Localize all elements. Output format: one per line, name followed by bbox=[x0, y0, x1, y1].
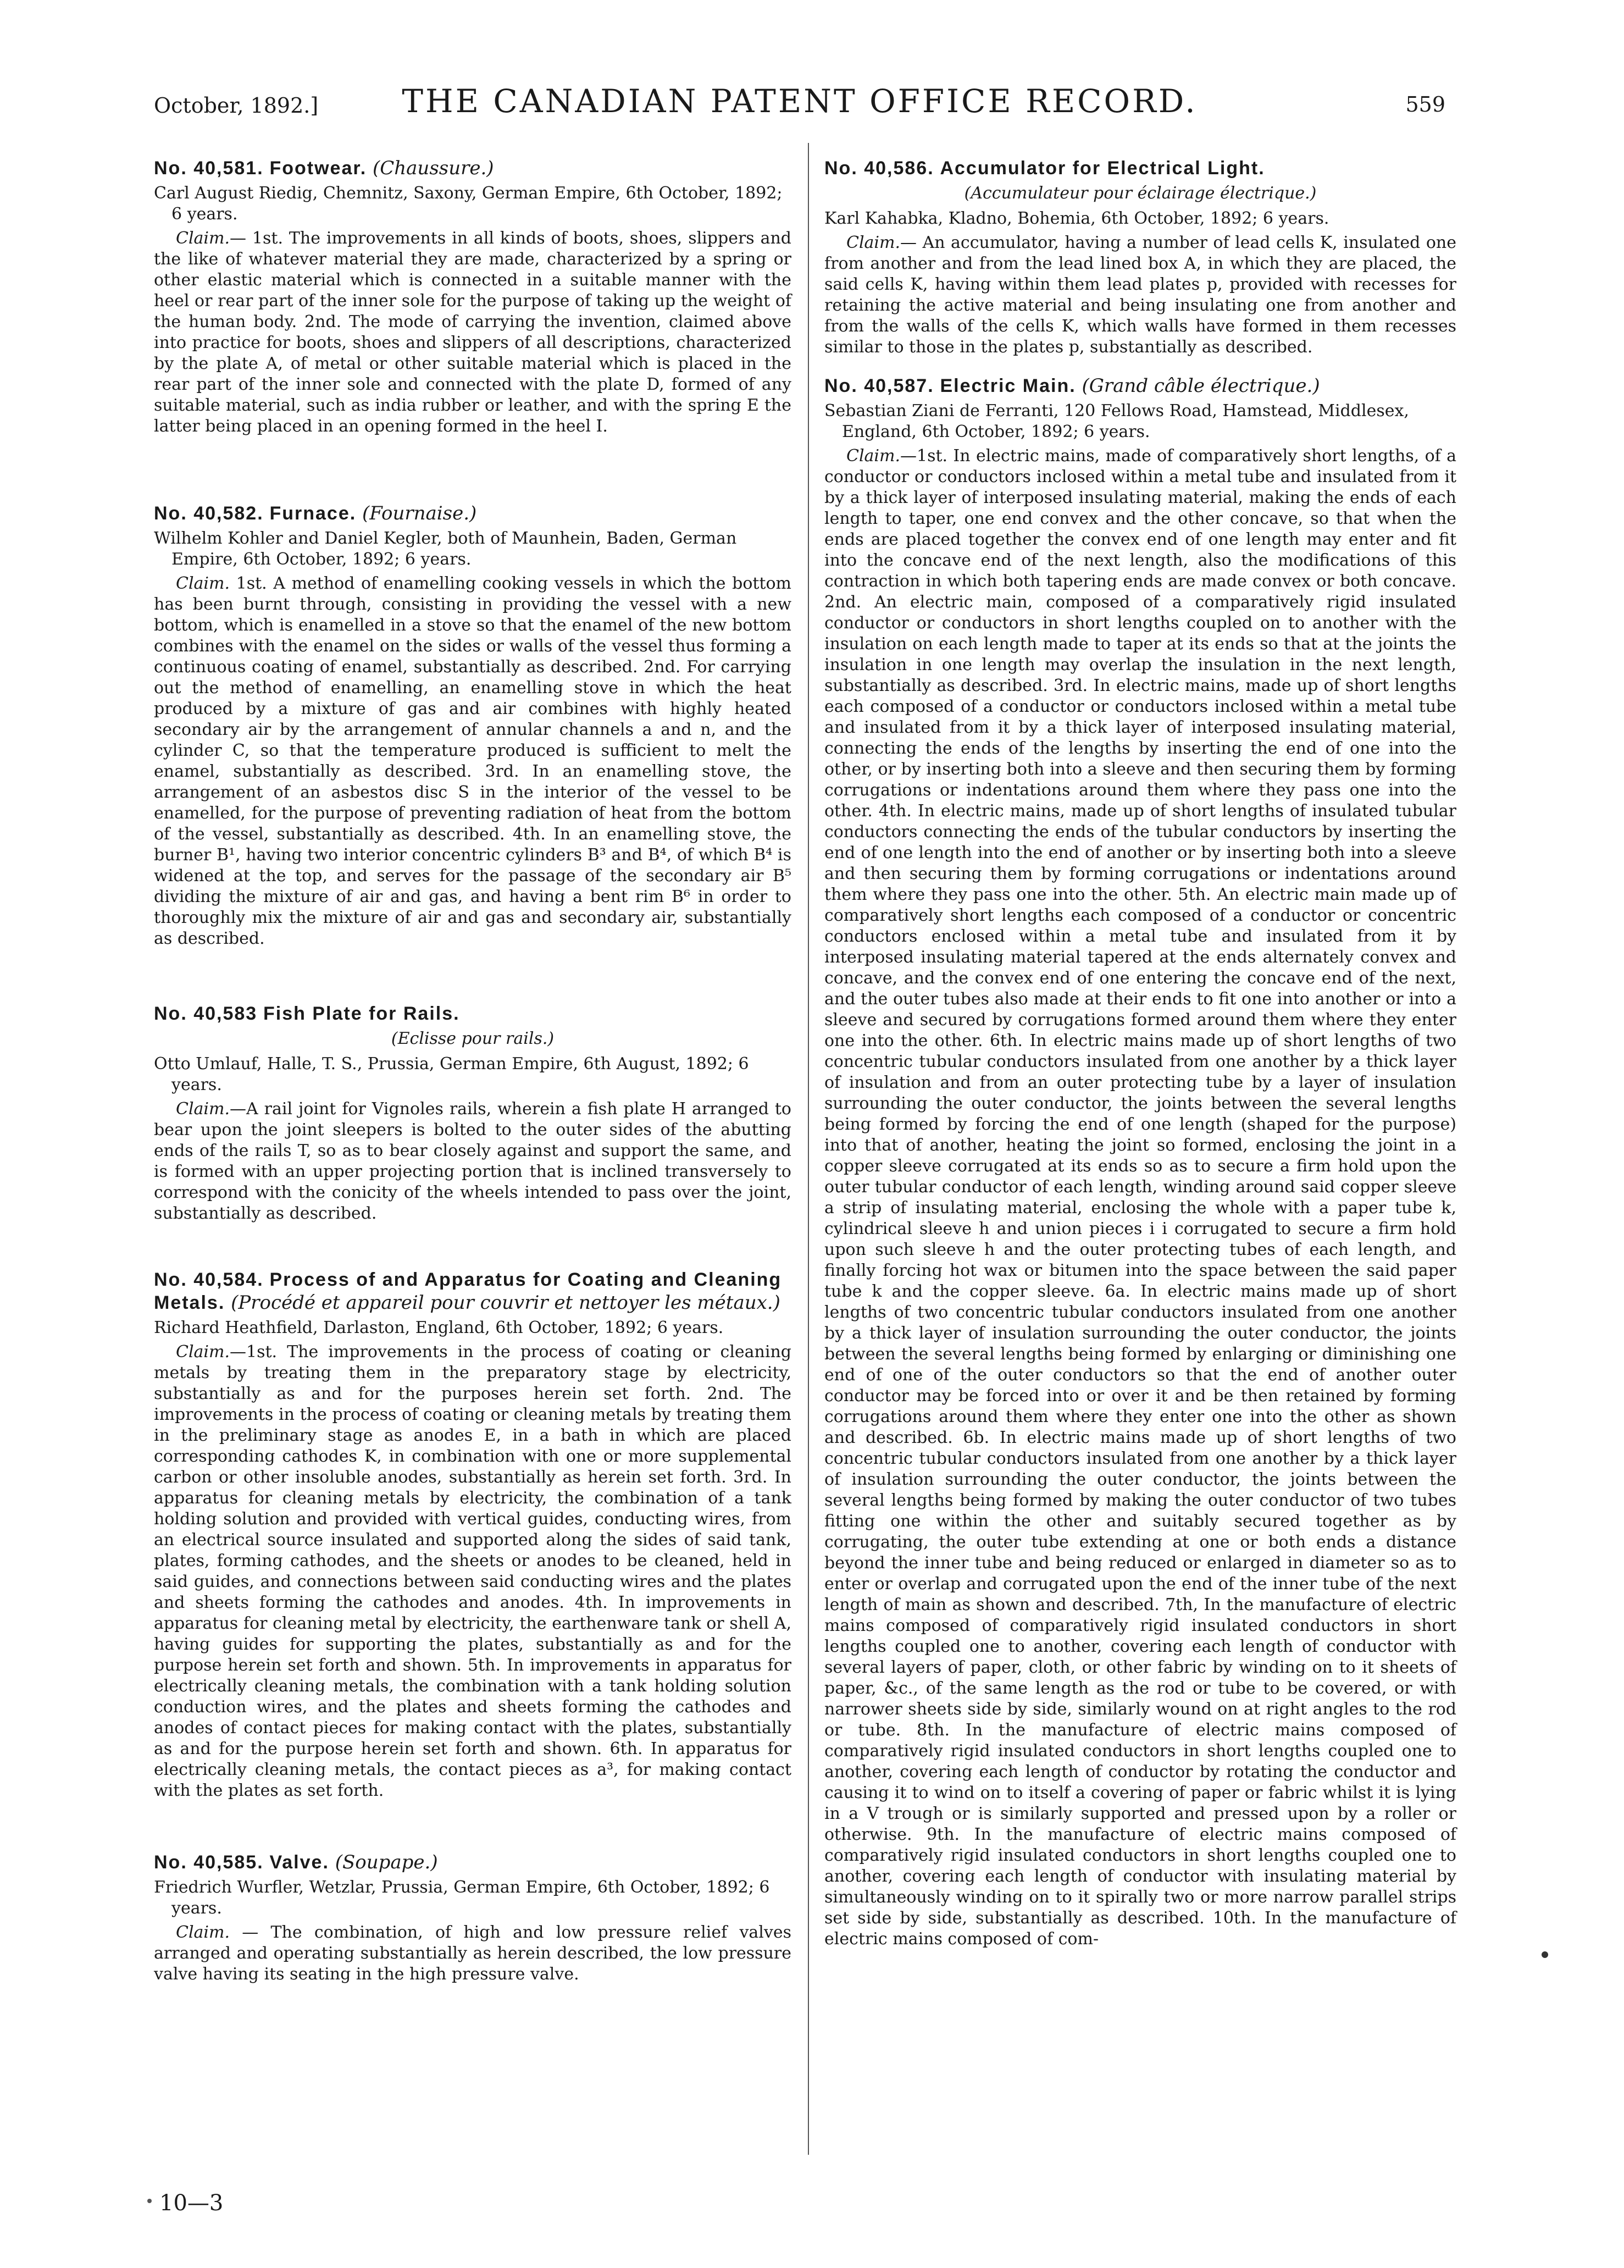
signature-mark: 10—3 bbox=[159, 2190, 224, 2216]
entry-claim: Claim.—1st. The improvements in the process of coating or cleaning metals by treating them in the preparatory stage by electricity, substantially as and for the purposes herein set forth. 2nd. The improvements in the process of coating or cleaning metals by treating them in the preliminary stage as anodes E, in a bath in which are placed corresponding cathodes K, in combination with one or more supplemental carbon or other insoluble anodes, substantially as herein set forth. 3rd. In apparatus for cleaning metals by electricity, the combination of a tank holding solution and provided with vertical guides, conducting wires, from an electrical source insulated and supported along the sides of said tank, plates, forming cathodes, and the sheets or anodes to be cleaned, held in said guides, and connections between said conducting wires and the plates and sheets forming the cathodes and anodes. 4th. In improvements in apparatus for cleaning metal by electricity, the earthenware tank or shell A, having guides for supporting the plates, substantially as and for the purpose herein set forth and shown. 5th. In improvements in apparatus for electrically cleaning metals, the combination with a tank holding solution conduction wires, and the plates and sheets forming the cathodes and anodes of contact pieces for making contact with the plates, substantially as and for the purpose herein set forth and shown. 6th. In apparatus for electrically cleaning metals, the contact pieces as a³, for making contact with the plates as set forth. bbox=[154, 1342, 791, 1800]
page-header bbox=[154, 82, 1445, 121]
entry-title: No. 40,581. Footwear. (Chaussure.) bbox=[154, 157, 494, 179]
entry-title: No. 40,585. Valve. (Soupape.) bbox=[154, 1851, 438, 1873]
page-number: 559 bbox=[1405, 92, 1445, 117]
column-divider bbox=[808, 143, 809, 2155]
entry-inventor: Sebastian Ziani de Ferranti, 120 Fellows Road, Hamstead, Middlesex, England, 6th October, 1892; 6 years. bbox=[824, 401, 1409, 441]
patent-entry-40583 bbox=[154, 1002, 791, 1224]
ink-dot bbox=[1542, 1951, 1548, 1958]
entry-inventor: Karl Kahabka, Kladno, Bohemia, 6th October, 1892; 6 years. bbox=[824, 209, 1329, 228]
entry-inventor: Otto Umlauf, Halle, T. S., Prussia, German Empire, 6th August, 1892; 6 years. bbox=[154, 1054, 749, 1094]
entry-title: No. 40,582. Furnace. (Fournaise.) bbox=[154, 502, 477, 524]
entry-claim: Claim.— An accumulator, having a number of lead cells K, insulated one from another and from the lead lined box A, in which they are placed, the said cells K, having within them lead plates p, provided with recesses for retaining the active material and being insulating one from another and from the walls of the cells K, which walls have formed in them recesses similar to those in the plates p, substantially as described. bbox=[824, 233, 1456, 357]
patent-entry-40586 bbox=[824, 157, 1456, 358]
journal-title: THE CANADIAN PATENT OFFICE RECORD. bbox=[402, 82, 1198, 120]
patent-entry-40582 bbox=[154, 502, 791, 949]
entry-title-french: (Accumulateur pour éclairage électrique.) bbox=[964, 184, 1317, 203]
patent-entry-40585 bbox=[154, 1851, 791, 1985]
entry-title-french: (Eclisse pour rails.) bbox=[391, 1029, 555, 1048]
left-column bbox=[154, 157, 791, 1985]
ink-dot bbox=[147, 2199, 152, 2203]
entry-title: No. 40,584. Process of and Apparatus for Coating and Cleaning Metals. (Procédé et appareil pour couvrir et nettoyer les métaux.) bbox=[154, 1269, 782, 1314]
patent-entry-40587 bbox=[824, 374, 1456, 1950]
entry-claim: Claim.—A rail joint for Vignoles rails, wherein a fish plate H arranged to bear upon the joint sleepers is bolted to the outer sides of the abutting ends of the rails T, so as to bear closely against and support the same, and is formed with an upper projecting portion that is inclined transversely to correspond with the conicity of the wheels intended to pass over the joint, substantially as described. bbox=[154, 1099, 791, 1223]
patent-entry-40584 bbox=[154, 1268, 791, 1801]
issue-date: October, 1892.] bbox=[154, 93, 319, 118]
entry-inventor: Friedrich Wurfler, Wetzlar, Prussia, German Empire, 6th October, 1892; 6 years. bbox=[154, 1878, 770, 1918]
right-column bbox=[824, 157, 1456, 1950]
entry-inventor: Richard Heathfield, Darlaston, England, 6th October, 1892; 6 years. bbox=[154, 1318, 724, 1337]
entry-inventor: Carl August Riedig, Chemnitz, Saxony, German Empire, 6th October, 1892; 6 years. bbox=[154, 184, 783, 224]
entry-title: No. 40,583 Fish Plate for Rails. bbox=[154, 1003, 460, 1024]
entry-claim: Claim.— 1st. The improvements in all kinds of boots, shoes, slippers and the like of whatever material they are made, characterized by a spring or other elastic material which is connected in a suitable manner with the heel or rear part of the inner sole for the purpose of taking up the weight of the human body. 2nd. The mode of carrying the invention, claimed above into practice for boots, shoes and slippers of all descriptions, characterized by the plate A, of metal or other suitable material which is placed in the rear part of the inner sole and connected with the plate D, formed of any suitable material, such as india rubber or leather, and with the spring E the latter being placed in an opening formed in the heel I. bbox=[154, 229, 791, 436]
entry-inventor: Wilhelm Kohler and Daniel Kegler, both of Maunhein, Baden, German Empire, 6th October, 1892; 6 years. bbox=[154, 529, 737, 569]
entry-title: No. 40,587. Electric Main. (Grand câble électrique.) bbox=[824, 375, 1320, 397]
entry-claim: Claim. 1st. A method of enamelling cooking vessels in which the bottom has been burnt through, consisting in providing the vessel with a new bottom, which is enamelled in a stove so that the enamel of the new bottom combines with the enamel on the sides or walls of the vessel thus forming a continuous coating of enamel, substantially as described. 2nd. For carrying out the method of enamelling, an enamelling stove in which the heat produced by a mixture of gas and air combines with highly heated secondary air by the arrangement of annular channels a and n, and the cylinder C, so that the temperature produced is sufficient to melt the enamel, substantially as described. 3rd. In an enamelling stove, the arrangement of an asbestos disc S in the interior of the vessel to be enamelled, for the purpose of preventing radiation of heat from the bottom of the vessel, substantially as described. 4th. In an enamelling stove, the burner B¹, having two interior concentric cylinders B³ and B⁴, of which B⁴ is widened at the top, and serves for the passage of the secondary air B⁵ dividing the mixture of air and gas, and having a bent rim B⁶ in order to thoroughly mix the mixture of air and gas and secondary air, substantially as described. bbox=[154, 574, 791, 948]
entry-claim: Claim.—1st. In electric mains, made of comparatively short lengths, of a conductor or conductors inclosed within a metal tube and insulated from it by a thick layer of interposed insulating material, making the ends of each length to taper, one end convex and the other concave, so that when the ends are placed together the convex end of one length may enter and fit into the concave end of the next length, also the modifications of this contraction in which both tapering ends are made convex or both concave. 2nd. An electric main, composed of a comparatively rigid insulated conductor or conductors in short lengths coupled on to another with the insulation on each length made to taper at its ends so that at the joints the insulation in one length may overlap the insulation in the next length, substantially as described. 3rd. In electric mains, made up of short lengths each composed of a conductor or conductors inclosed within a metal tube and insulated from it by a thick layer of interposed insulating material, connecting the ends of the lengths by inserting the end of one into the other, or by inserting both into a sleeve and then securing them by forming corrugations or indentations around them where they pass one into the other. 4th. In electric mains, made up of short lengths of insulated tubular conductors connecting the ends of the tubular conductors by inserting the end of one length into the end of another or by inserting both into a sleeve and then securing them by forming corrugations or indentations around them where they pass one into the other. 5th. An electric main made up of comparatively short lengths each composed of a conductor or concentric conductors enclosed within a metal tube and insulated from it by interposed insulating material tapered at the ends alternately convex and concave, and the convex end of one entering the concave end of the next, and the outer tubes also made at their ends to fit one into another or into a sleeve and secured by corrugations formed around them where they enter one into the other. 6th. In electric mains made up of short lengths of two concentric tubular conductors insulated from one another by a thick layer of insulation and from an outer protecting tube by a layer of insulation surrounding the outer conductor, the joints between the several lengths being formed by forcing the end of one length (shaped for the purpose) into that of another, heating the joint so formed, enclosing the joint in a copper sleeve corrugated at its ends so as to secure a firm hold upon the outer tubular conductor of each length, winding around said copper sleeve a strip of insulating material, enclosing the whole with a paper tube k, cylindrical sleeve h and union pieces i i corrugated to secure a firm hold upon such sleeve h and the outer protecting tubes of each length, and finally forcing hot wax or bitumen into the space between the said paper tube k and the copper sleeve. 6a. In electric mains made up of short lengths of two concentric tubular conductors insulated from one another by a thick layer of insulation surrounding the outer conductor, the joints between the several lengths being formed by enlarging or diminishing one end of one of the outer conductors so that the end of another outer conductor may be forced into or over it and be then retained by forming corrugations around them where they enter one into the other as shown and described. 6b. In electric mains made up of short lengths of two concentric tubular conductors insulated from one another by a thick layer of insulation surrounding the outer conductor, the joints between the several lengths being formed by making the outer conductor of two tubes fitting one within the other and suitably secured together as by corrugating, the outer tube extending at one or both ends a distance beyond the inner tube and being reduced or enlarged in diameter so as to enter or overlap and corrugated upon the end of the inner tube of the next length of main as shown and described. 7th, In the manufacture of electric mains composed of comparatively rigid insulated conductors in short lengths coupled one to another, covering each length of conductor with several layers of paper, cloth, or other fabric by winding on to it sheets of paper, &c., of the same length as the rod or tube to be covered, or with narrower sheets side by side, similarly wound on at right angles to the rod or tube. 8th. In the manufacture of electric mains composed of comparatively rigid insulated conductors in short lengths coupled one to another, covering each length of conductor by rotating the conductor and causing it to wind on to itself a covering of paper or fabric whilst it is lying in a V trough or is similarly supported and pressed upon by a roller or otherwise. 9th. In the manufacture of electric mains composed of comparatively rigid insulated conductors in short lengths coupled one to another, covering each length of conductor with insulating material by simultaneously winding on to it spirally two or more narrow parallel strips set side by side, substantially as described. 10th. In the manufacture of electric mains composed of com- bbox=[824, 446, 1456, 1949]
patent-entry-40581 bbox=[154, 157, 791, 437]
entry-claim: Claim. — The combination, of high and low pressure relief valves arranged and operating substantially as herein described, the low pressure valve having its seating in the high pressure valve. bbox=[154, 1923, 791, 1984]
entry-title: No. 40,586. Accumulator for Electrical Light. bbox=[824, 158, 1265, 179]
